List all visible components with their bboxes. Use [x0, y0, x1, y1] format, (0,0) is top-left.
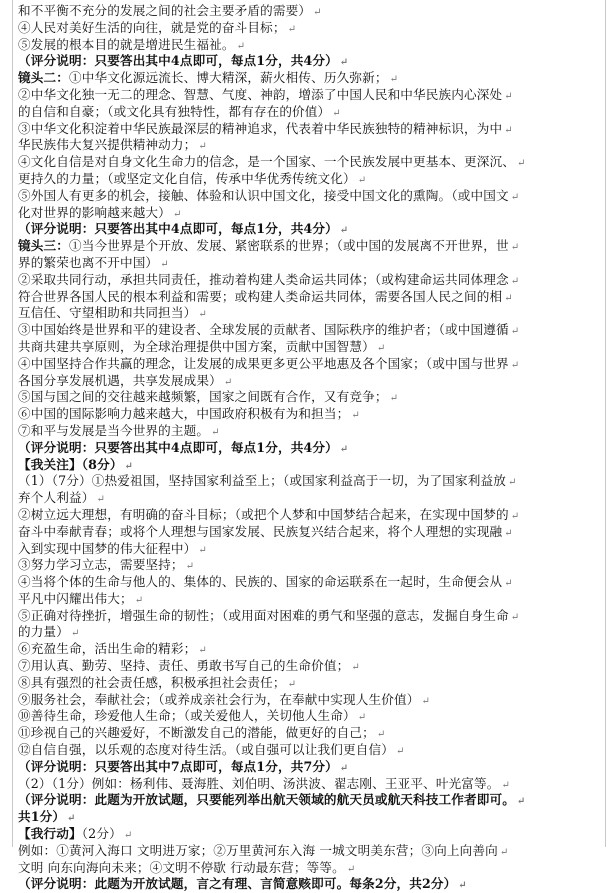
- text-line: [18, 373, 608, 390]
- line-body: ⑦用认真、勤劳、坚持、责任、勇敢书写自己的生命价值；: [18, 658, 350, 674]
- line-body: 平凡中闪耀出伟大；: [18, 590, 133, 606]
- paragraph-mark-icon: ↵: [198, 309, 207, 321]
- text-line: [18, 490, 608, 507]
- section-lead: 镜头二：: [18, 70, 69, 86]
- paragraph-mark-icon: ↵: [501, 779, 511, 791]
- line-body: （评分说明：此题为开放试题，只要能列举出航天领域的航天员或航天科技工作者即可。: [18, 792, 516, 808]
- paragraph-mark-icon: ↵: [510, 510, 520, 522]
- line-body: ④人民对美好生活的向往，就是党的奋斗目标；: [18, 19, 286, 35]
- line-body: 的力量）: [18, 624, 69, 640]
- line-body: 互信任、守望相助和共同担当）: [18, 305, 197, 321]
- line-body: （评分说明：只要答出其中4点即可，每点1分，共4分）: [18, 439, 338, 455]
- paragraph-mark-icon: ↵: [458, 880, 467, 892]
- line-body: ④文化自信是对自身文化生命力的信念，是一个国家、一个民族发展中更基本、更深沉、: [18, 154, 516, 170]
- text-line: [18, 255, 608, 272]
- paragraph-mark-icon: ↵: [198, 544, 207, 556]
- paragraph-mark-icon: ↵: [346, 863, 356, 875]
- paragraph-mark-icon: ↵: [67, 813, 76, 825]
- line-body: ②采取共同行动，承担共同责任，推动着构建人类命运共同体；（或构建命运共同体理念: [18, 271, 509, 287]
- paragraph-mark-icon: ↵: [351, 662, 360, 674]
- line-body: （评分说明：此题为开放试题，言之有理、言简意赅即可。每条2分，共2分）: [18, 876, 457, 892]
- text-line: [18, 692, 608, 709]
- text-line: [18, 121, 608, 138]
- paragraph-mark-icon: ↵: [332, 107, 341, 119]
- text-line: [18, 541, 608, 558]
- text-line: [18, 339, 608, 356]
- line-body: ③中国始终是世界和平的建设者、全球发展的贡献者、国际秩序的维护者；（或中国遵循: [18, 322, 509, 338]
- line-body: ⑨服务社会，奉献社会；（或养成亲社会行为，在奉献中实现人生价值）: [18, 691, 420, 707]
- line-body: 符合世界各国人民的根本利益和需要；或构建人类命运共同体，需要各国人民之间的相: [18, 288, 503, 304]
- text-line: [18, 557, 608, 574]
- paragraph-mark-icon: ↵: [510, 326, 520, 338]
- line-body: 入到实现中国梦的伟大征程中）: [18, 540, 197, 556]
- paragraph-mark-icon: ↵: [389, 74, 399, 86]
- paragraph-mark-icon: ↵: [357, 174, 367, 186]
- text-line: [18, 473, 608, 490]
- line-body: 弃个人利益）: [18, 490, 95, 506]
- paragraph-mark-icon: ↵: [517, 796, 526, 808]
- paragraph-mark-icon: ↵: [134, 594, 144, 606]
- paragraph-mark-icon: ↵: [504, 90, 513, 102]
- text-line: [18, 658, 608, 675]
- line-body: ⑤外国人有更多的机会，接触、体验和认识中国文化，接受中国文化的熏陶。（或中国文: [18, 187, 509, 203]
- line-body: ④中国坚持合作共赢的理念，让发展的成果更多更公平地惠及各个国家；（或中国与世界: [18, 355, 509, 371]
- scoring-note: [18, 759, 608, 776]
- scoring-note: [18, 792, 608, 809]
- text-line: [18, 675, 608, 692]
- line-body: 各国分享发展机遇，共享发展成果）: [18, 372, 222, 388]
- text-line: [18, 423, 608, 440]
- section-lead: 【我行动】: [18, 826, 82, 842]
- line-body: ⑩善待生命，珍爱他人生命；（或关爱他人，关切他人生命）: [18, 708, 356, 724]
- line-body: 界的繁荣也离不开中国）: [18, 254, 159, 270]
- line-body: 奋斗中奉献青春；或将个人理想与国家发展、民族复兴结合起来，将个人理想的实现融: [18, 523, 503, 539]
- paragraph-mark-icon: ↵: [339, 57, 349, 69]
- paragraph-mark-icon: ↵: [70, 628, 80, 640]
- text-line: [18, 624, 608, 641]
- paragraph-mark-icon: ↵: [510, 359, 520, 371]
- text-line: [18, 322, 608, 339]
- line-body: （2分）: [81, 826, 122, 842]
- text-line: [18, 725, 608, 742]
- text-line: [18, 608, 608, 625]
- paragraph-mark-icon: ↵: [287, 678, 297, 690]
- text-line: [18, 137, 608, 154]
- paragraph-mark-icon: ↵: [160, 258, 169, 270]
- text-line: [18, 70, 608, 87]
- line-body: 和不平衡不充分的发展之间的社会主要矛盾的需要）: [18, 3, 312, 18]
- paragraph-mark-icon: ↵: [185, 561, 195, 573]
- paragraph-mark-icon: ↵: [510, 191, 520, 203]
- paragraph-mark-icon: ↵: [396, 746, 405, 758]
- paragraph-mark-icon: ↵: [351, 410, 360, 422]
- line-body: （1）（7分）①热爱祖国，坚持国家利益至上；（或国家利益高于一切，为了国家利益放: [18, 473, 506, 489]
- line-body: 共1分）: [18, 809, 66, 825]
- text-line: [18, 389, 608, 406]
- text-line: [18, 591, 608, 608]
- scoring-note: [18, 457, 608, 474]
- line-body: 【我关注】（8分）: [18, 456, 123, 472]
- text-line: [18, 305, 608, 322]
- paragraph-mark-icon: ↵: [339, 443, 349, 455]
- line-body: ①中华文化源远流长、博大精深，薪火相传、历久弥新；: [68, 70, 388, 86]
- line-body: （2）（1分）例如：杨利伟、聂海胜、刘伯明、汤洪波、翟志刚、王亚平、叶光富等。: [18, 775, 500, 791]
- scoring-note: [18, 221, 608, 238]
- line-body: 更持久的力量；（或坚定文化自信，传承中华优秀传统文化）: [18, 170, 356, 186]
- scoring-note: [18, 876, 608, 893]
- text-line: [18, 272, 608, 289]
- paragraph-mark-icon: ↵: [339, 225, 349, 237]
- line-body: （评分说明：只要答出其中7点即可，每点1分，共7分）: [18, 758, 338, 774]
- paragraph-mark-icon: ↵: [211, 426, 220, 438]
- line-body: ⑤正确对待挫折，增强生命的韧性；（或用面对困难的勇气和坚强的意志，发掘自身生命: [18, 607, 509, 623]
- paragraph-mark-icon: ↵: [508, 477, 517, 489]
- paragraph-mark-icon: ↵: [124, 460, 134, 472]
- line-body: ①当今世界是个开放、发展、紧密联系的世界；（或中国的发展离不开世界，世: [68, 238, 509, 254]
- line-body: （评分说明：只要答出其中4点即可，每点1分，共4分）: [18, 221, 338, 237]
- line-body: ⑥中国的国际影响力越来越大，中国政府积极有为和担当；: [18, 406, 350, 422]
- text-line: [18, 20, 608, 37]
- paragraph-mark-icon: ↵: [421, 695, 431, 707]
- text-line: [18, 205, 608, 222]
- paragraph-mark-icon: ↵: [510, 275, 520, 287]
- paragraph-mark-icon: ↵: [504, 124, 513, 136]
- paragraph-mark-icon: ↵: [96, 494, 105, 506]
- line-body: 的自信和自豪；（或文化具有独特性，都有存在的价值）: [18, 103, 331, 119]
- text-line: [18, 776, 608, 793]
- answer-text: [18, 3, 608, 893]
- scoring-note: [18, 440, 608, 457]
- paragraph-mark-icon: ↵: [287, 23, 297, 35]
- text-line: [18, 507, 608, 524]
- text-line: [18, 104, 608, 121]
- line-body: ②中华文化独一无二的理念、智慧、气度、神韵，增添了中国人民和中华民族内心深处: [18, 86, 503, 102]
- line-body: 文明 向东向海向未来；④文明不停歇 行动最东营；等等。: [18, 859, 345, 875]
- line-body: ⑦和平与发展是当今世界的主题。: [18, 422, 210, 438]
- paragraph-mark-icon: ↵: [198, 645, 207, 657]
- paragraph-mark-icon: ↵: [510, 611, 520, 623]
- paragraph-mark-icon: ↵: [504, 527, 513, 539]
- line-body: 化对世界的影响越来越大）: [18, 204, 171, 220]
- paragraph-mark-icon: ↵: [376, 729, 386, 741]
- text-line: [18, 289, 608, 306]
- line-body: ⑥充盈生命，活出生命的精彩；: [18, 641, 197, 657]
- paragraph-mark-icon: ↵: [517, 158, 526, 170]
- paragraph-mark-icon: ↵: [357, 712, 367, 724]
- scoring-note: [18, 53, 608, 70]
- paragraph-mark-icon: ↵: [223, 376, 233, 388]
- text-line: [18, 708, 608, 725]
- section-lead: 镜头三：: [18, 238, 69, 254]
- line-body: ⑪珍视自己的兴趣爱好，不断激发自己的潜能，做更好的自己；: [18, 725, 375, 741]
- line-body: ②树立远大理想，有明确的奋斗目标；（或把个人梦和中国梦结合起来，在实现中国梦的: [18, 506, 509, 522]
- text-line: [18, 188, 608, 205]
- text-line: [18, 826, 608, 843]
- text-line: [18, 406, 608, 423]
- text-line: [18, 37, 608, 54]
- paragraph-mark-icon: ↵: [510, 242, 520, 254]
- text-line: [18, 574, 608, 591]
- paragraph-mark-icon: ↵: [123, 830, 133, 842]
- line-body: 例如：①黄河入海口 文明进万家；②万里黄河东入海 一城文明美东营；③向上向善向: [18, 842, 498, 858]
- line-body: ⑤国与国之间的交往越来越频繁，国家之间既有合作，又有竞争；: [18, 389, 388, 405]
- text-line: [18, 3, 608, 20]
- text-line: [18, 843, 608, 860]
- paragraph-mark-icon: ↵: [339, 762, 349, 774]
- text-line: [18, 860, 608, 877]
- paragraph-mark-icon: ↵: [376, 342, 386, 354]
- paragraph-mark-icon: ↵: [499, 846, 509, 858]
- text-line: [18, 87, 608, 104]
- line-body: ⑫自信自强，以乐观的态度对待生活。（或自强可以让我们更自信）: [18, 742, 395, 758]
- paragraph-mark-icon: ↵: [172, 208, 182, 220]
- text-line: [18, 238, 608, 255]
- paragraph-mark-icon: ↵: [504, 292, 513, 304]
- text-line: [18, 524, 608, 541]
- line-body: ③努力学习立志，需要坚持；: [18, 557, 184, 573]
- text-line: [18, 742, 608, 759]
- paragraph-mark-icon: ↵: [313, 7, 322, 18]
- line-body: ⑤发展的根本目的就是增进民生福祉。: [18, 36, 235, 52]
- text-line: [18, 154, 608, 171]
- line-body: ④当将个体的生命与他人的、集体的、民族的、国家的命运联系在一起时，生命便会从: [18, 574, 503, 590]
- paragraph-mark-icon: ↵: [236, 40, 246, 52]
- line-body: 华民族伟大复兴提供精神动力；: [18, 137, 197, 153]
- scoring-note: [18, 809, 608, 826]
- line-body: 共商共建共享原则，为全球治理提供中国方案，贡献中国智慧）: [18, 338, 375, 354]
- line-body: ③中华文化积淀着中华民族最深层的精神追求，代表着中华民族独特的精神标识，为中: [18, 120, 503, 136]
- text-line: [18, 356, 608, 373]
- text-line: [18, 641, 608, 658]
- paragraph-mark-icon: ↵: [504, 578, 513, 590]
- paragraph-mark-icon: ↵: [389, 393, 399, 405]
- line-body: （评分说明：只要答出其中4点即可，每点1分，共4分）: [18, 53, 338, 69]
- line-body: ⑧具有强烈的社会责任感，积极承担社会责任；: [18, 674, 286, 690]
- text-line: [18, 171, 608, 188]
- paragraph-mark-icon: ↵: [198, 141, 207, 153]
